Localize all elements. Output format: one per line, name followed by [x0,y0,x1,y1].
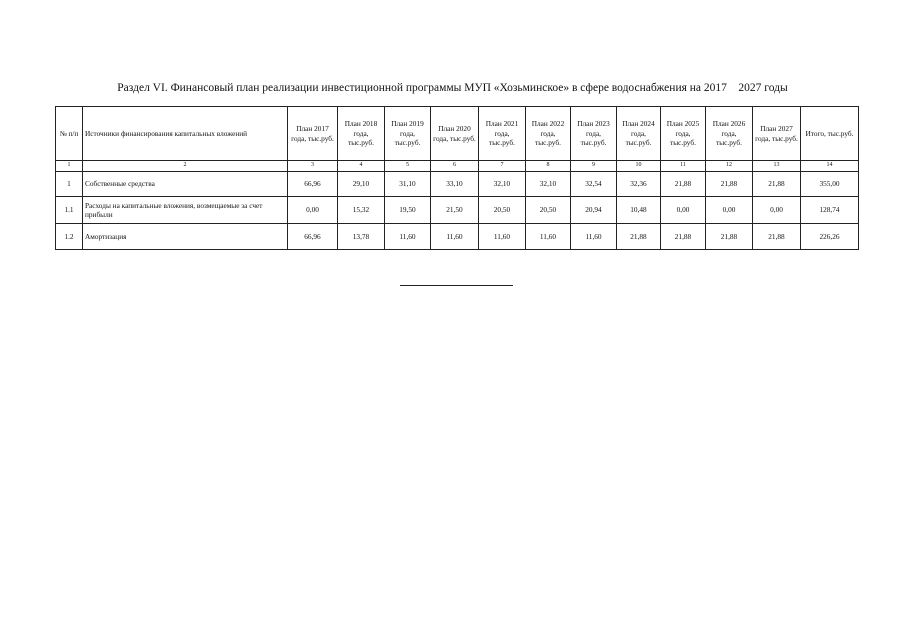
column-header: План 2023 года, тыс.руб. [571,107,617,161]
column-header: № п/п [56,107,83,161]
table-cell: 21,88 [617,224,661,250]
financial-plan-table [55,106,859,250]
column-index: 7 [479,161,526,172]
column-index: 12 [706,161,753,172]
table-cell: 66,96 [288,172,338,197]
table-cell: 11,60 [479,224,526,250]
row-total: 355,00 [801,172,859,197]
column-index-row [56,161,859,172]
column-index: 3 [288,161,338,172]
column-index: 1 [56,161,83,172]
table-cell: 0,00 [706,197,753,224]
column-header: План 2027 года, тыс.руб. [753,107,801,161]
column-index: 8 [526,161,571,172]
table-cell: 10,48 [617,197,661,224]
table-cell: 20,50 [479,197,526,224]
row-number: 1.2 [56,224,83,250]
column-index: 13 [753,161,801,172]
table-cell: 21,88 [661,172,706,197]
column-header: План 2020 года, тыс.руб. [431,107,479,161]
column-header: Итого, тыс.руб. [801,107,859,161]
table-cell: 29,10 [338,172,385,197]
column-index: 11 [661,161,706,172]
table-cell: 66,96 [288,224,338,250]
table-cell: 13,78 [338,224,385,250]
column-header: План 2021 года, тыс.руб. [479,107,526,161]
column-index: 4 [338,161,385,172]
table-cell: 32,54 [571,172,617,197]
column-header: План 2017 года, тыс.руб. [288,107,338,161]
table-cell: 31,10 [385,172,431,197]
table-cell: 21,88 [661,224,706,250]
column-header: План 2019 года, тыс.руб. [385,107,431,161]
table-cell: 21,50 [431,197,479,224]
column-index: 14 [801,161,859,172]
header-row [56,107,859,161]
column-header: План 2022 года, тыс.руб. [526,107,571,161]
table-row [56,224,859,250]
table-cell: 0,00 [288,197,338,224]
table-cell: 0,00 [753,197,801,224]
column-header: Источники финансирования капитальных вложений [83,107,288,161]
row-total: 128,74 [801,197,859,224]
table-cell: 11,60 [571,224,617,250]
table-cell: 11,60 [385,224,431,250]
column-header: План 2025 года, тыс.руб. [661,107,706,161]
funding-source: Расходы на капитальные вложения, возмещаемые за счет прибыли [83,197,288,224]
column-header: План 2026 года, тыс.руб. [706,107,753,161]
column-index: 9 [571,161,617,172]
table-cell: 32,36 [617,172,661,197]
table-cell: 20,50 [526,197,571,224]
column-index: 10 [617,161,661,172]
table-row [56,172,859,197]
funding-source: Собственные средства [83,172,288,197]
row-total: 226,26 [801,224,859,250]
footer-divider [400,285,513,286]
column-index: 5 [385,161,431,172]
table-cell: 11,60 [431,224,479,250]
table-cell: 21,88 [753,172,801,197]
table-cell: 21,88 [706,224,753,250]
page-title: Раздел VI. Финансовый план реализации инвестиционной программы МУП «Хозьминское» в сфере водоснабжения на 2017 2027 годы [117,82,788,94]
table-cell: 20,94 [571,197,617,224]
column-index: 2 [83,161,288,172]
table-cell: 32,10 [526,172,571,197]
table-cell: 33,10 [431,172,479,197]
column-header: План 2018 года, тыс.руб. [338,107,385,161]
row-number: 1 [56,172,83,197]
table-cell: 21,88 [753,224,801,250]
table-cell: 0,00 [661,197,706,224]
funding-source: Амортизация [83,224,288,250]
table-cell: 11,60 [526,224,571,250]
column-header: План 2024 года, тыс.руб. [617,107,661,161]
table-cell: 21,88 [706,172,753,197]
table-cell: 15,32 [338,197,385,224]
column-index: 6 [431,161,479,172]
table-cell: 19,50 [385,197,431,224]
table-cell: 32,10 [479,172,526,197]
row-number: 1.1 [56,197,83,224]
table-row [56,197,859,224]
